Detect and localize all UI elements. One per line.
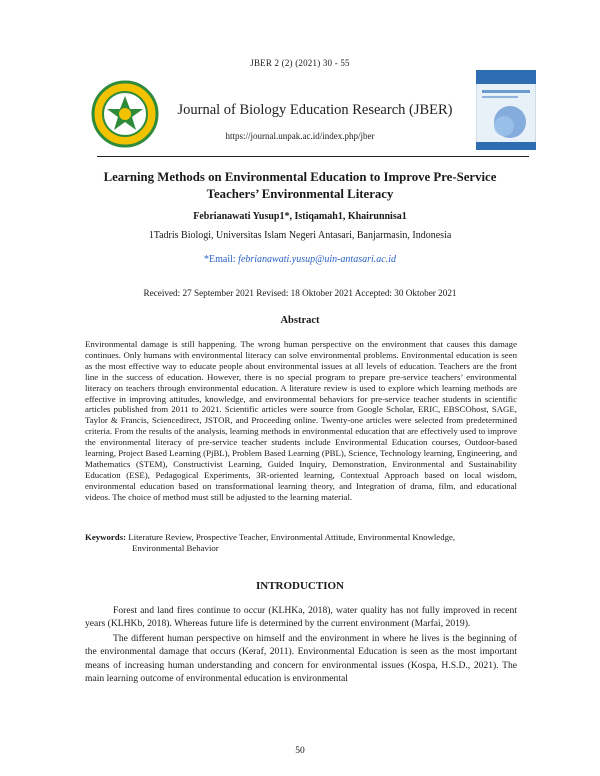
author-affiliation: 1Tadris Biologi, Universitas Islam Negeri Antasari, Banjarmasin, Indonesia: [148, 230, 452, 241]
header-divider: [97, 156, 529, 157]
intro-paragraph-1: Forest and land fires continue to occur (KLHKa, 2018), water quality has not fully improved in recent years (KLHKb, 2018). Whereas future life is determined by the current environment (Marfai, 2019).: [85, 605, 517, 630]
keywords-block: [85, 532, 517, 554]
submission-dates: Received: 27 September 2021 Revised: 18 Oktober 2021 Accepted: 30 Oktober 2021: [143, 288, 457, 298]
introduction-heading: INTRODUCTION: [255, 580, 344, 592]
email-label: *Email:: [204, 254, 236, 265]
keywords-label: Keywords:: [85, 532, 127, 542]
journal-title: Journal of Biology Education Research (JBER): [177, 102, 453, 118]
corresponding-email: [0, 254, 600, 265]
page-number: 50: [295, 746, 305, 756]
abstract-heading: Abstract: [280, 315, 320, 326]
keywords-line-2: Environmental Behavior: [132, 542, 219, 553]
article-title: Learning Methods on Environmental Education to Improve Pre-Service Teachers’ Environmental Literacy: [103, 170, 497, 201]
keywords-line-1: Literature Review, Prospective Teacher, Environmental Attitude, Environmental Knowledge,: [128, 532, 456, 542]
abstract-body: Environmental damage is still happening. The wrong human perspective on the environment that causes this damage continues. Only humans with environmental literacy can solve environmental problems. Environmental education is seen as the most effective way to educate people about environmental issues at all levels of education. Teachers are the front line in the success of education. However, there is no special program to prepare pre-service teachers’ environmental literacy on teachers through environmental education. A literature review is used to explore which learning methods are effective in improving attitudes, knowledge, and environmental behaviors for pre-service teacher students in scientific articles published from 2011 to 2021. Scientific articles were source from Google Scholar, ERIC, EBSCOhost, SAGE, Taylor & Francis, Sciencedirect, JSTOR, and Proceeding online. Twenty-one articles were selected from predetermined criteria. From the results of the analysis, learning methods in environmental education that are effectively used to improve the environmental literacy of pre-service teacher students include Environmental Education courses, Outdoor-based learning, Project Based Learning (PjBL), Problem Based Learning (PBL), Science, Technology learning, Engineering, and Mathematics (STEM), Constructivist Learning, Guided Inquiry, Demonstration, Environmental and Sustainability Education (ESE), Pedagogical Experiments, 3R-oriented learning, Contextual Approach based on local wisdom, environmental education based on transformational learning theory, and Integration of drama, film, and educational videos. The choice of method must still be adjusted to the learning material.: [85, 339, 517, 502]
journal-url[interactable]: https://journal.unpak.ac.id/index.php/jber: [225, 131, 375, 141]
email-link[interactable]: febrianawati.yusup@uin-antasari.ac.id: [238, 254, 396, 265]
introduction-body: [85, 604, 517, 686]
author-list: Febrianawati Yusup1*, Istiqamah1, Khairunnisa1: [193, 211, 407, 222]
journal-citation: JBER 2 (2) (2021) 30 - 55: [250, 58, 350, 68]
intro-paragraph-2: The different human perspective on himself and the environment in where he lives is the beginning of the environmental damage that occurs (Keraf, 2011). Environmental Education is seen as the most important means of increasing human understanding and concern for environmental issues (Kospa, H.S.D., 2021). The main learning outcome of environmental education is environmental: [85, 632, 517, 685]
